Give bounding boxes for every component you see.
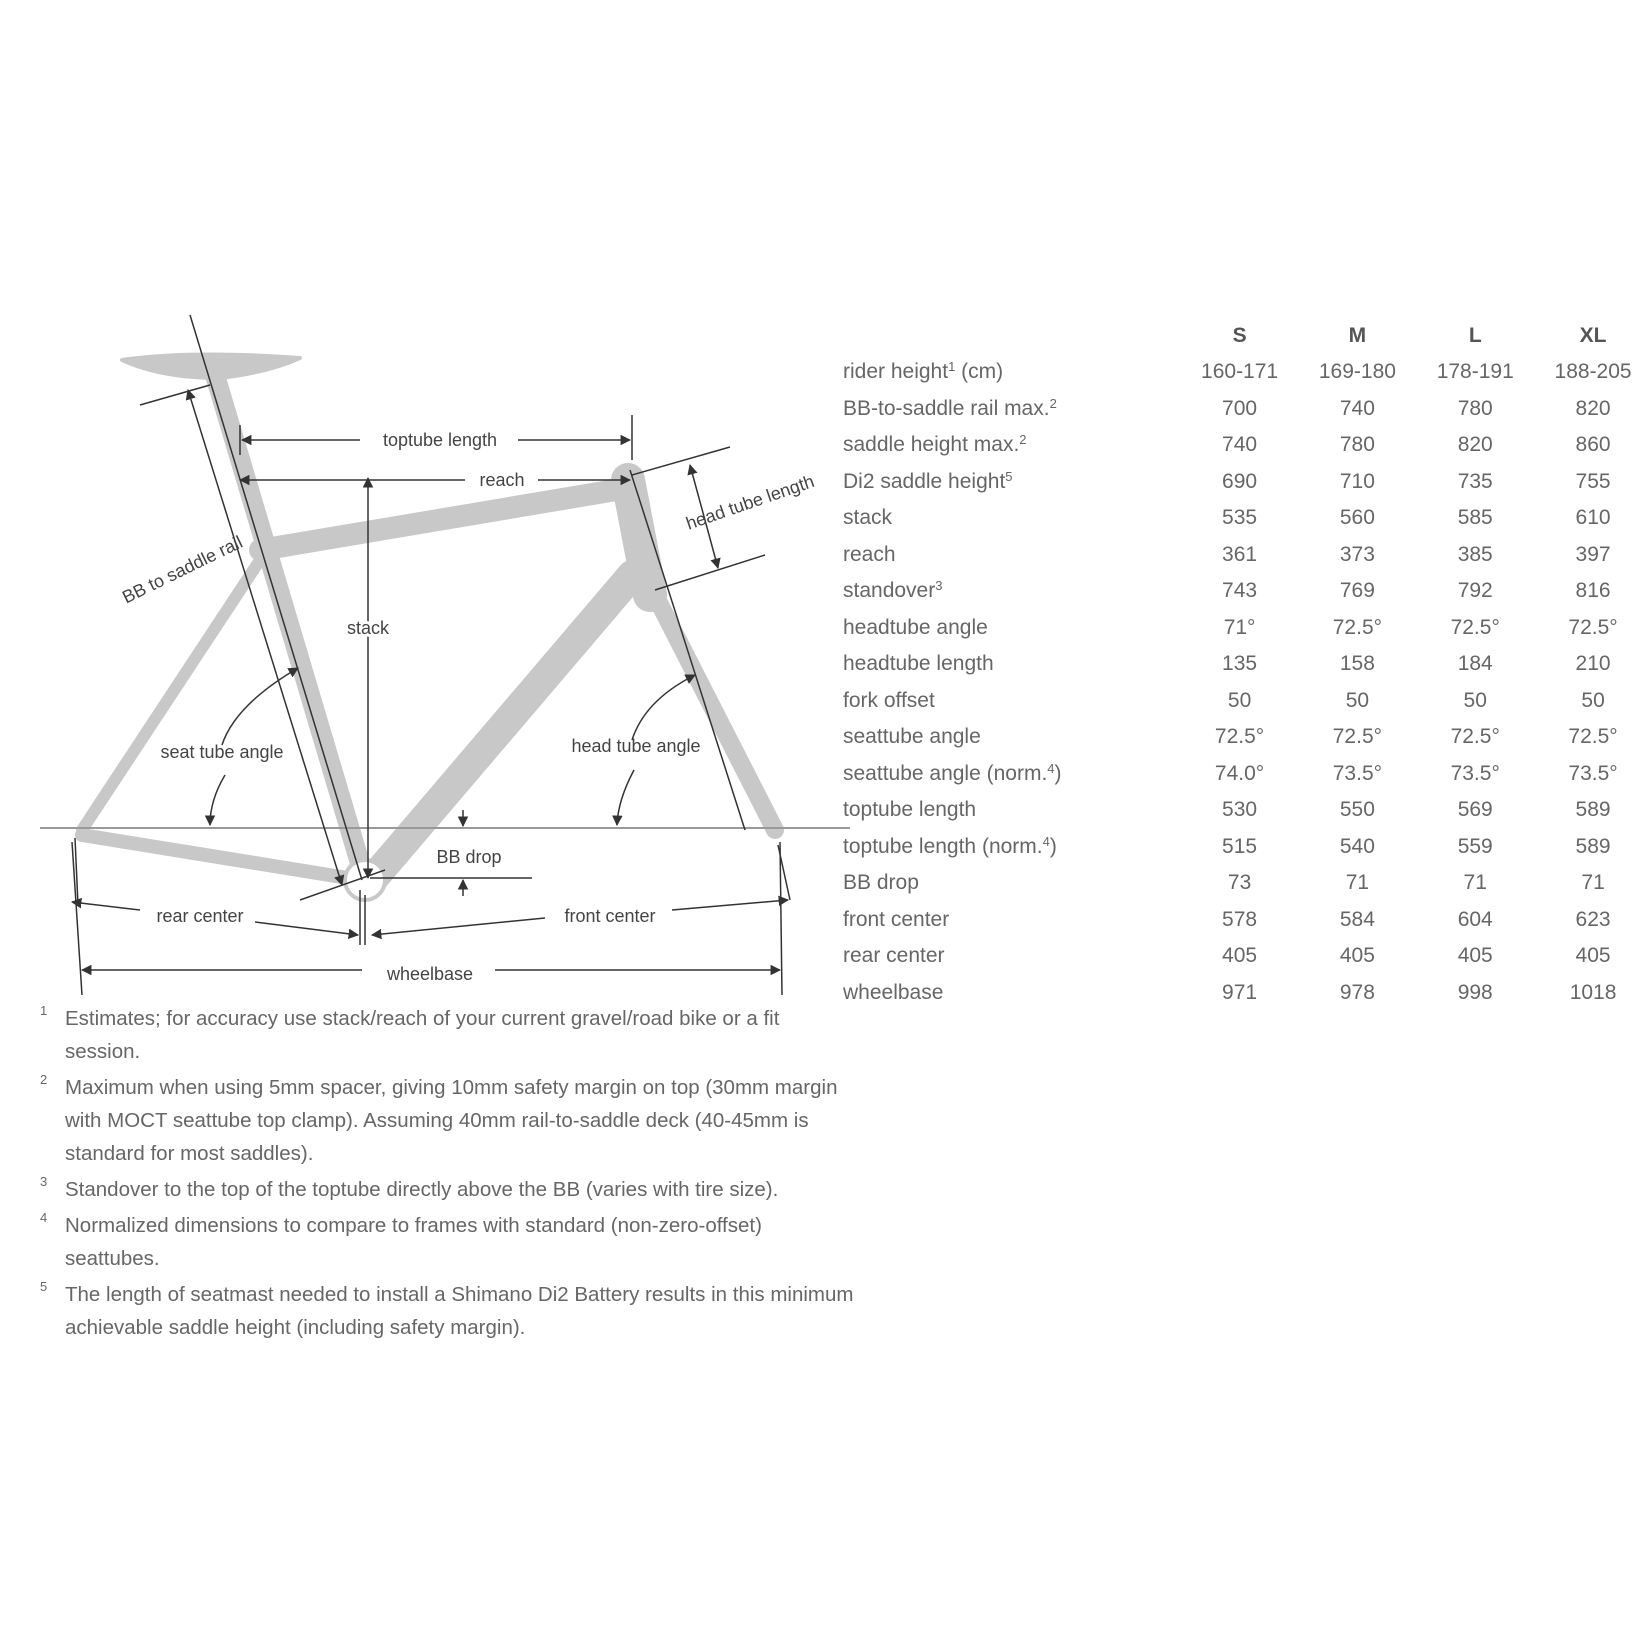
table-cell: 73.5° [1332,761,1383,785]
footnote-text: The length of seatmast needed to install a Shimano Di2 Battery results in this minimum achievable saddle height (including safety margin). [65,1283,854,1339]
table-cell: 769 [1339,579,1375,603]
table-cell: 405 [1575,944,1611,968]
table-cell: 361 [1222,542,1258,566]
footnote-number: 3 [40,1174,48,1189]
table-row [843,573,1652,610]
table-cell: 860 [1575,433,1611,457]
table-row [843,646,1652,683]
table-cell: 71 [1345,871,1370,895]
table-cell: 535 [1222,506,1258,530]
table-row [843,354,1652,391]
table-cell: 530 [1222,798,1258,822]
size-header: S [1232,324,1247,347]
label-stack: stack [346,618,390,638]
table-row [843,756,1652,793]
row-label: front center [843,907,950,931]
row-label: toptube length [843,798,977,822]
table-cell: 385 [1457,542,1493,566]
row-label: headtube angle [843,615,988,639]
row-label: stack [843,506,893,530]
footnote-ref: 5 [1005,468,1013,484]
table-row [843,610,1652,647]
table-cell: 550 [1339,798,1375,822]
table-cell: 978 [1339,980,1375,1004]
table-cell: 405 [1222,944,1258,968]
footnote [40,1278,860,1344]
table-row [843,792,1652,829]
seat-stay [82,560,260,830]
label-rear-center: rear center [156,906,244,926]
label-bb-to-saddle-rail: BB to saddle rail [119,531,246,608]
table-cell: 780 [1339,433,1375,457]
row-label: seattube angle [843,725,981,749]
size-header-row [843,318,1652,354]
table-cell: 72.5° [1214,725,1265,749]
table-cell: 584 [1339,907,1375,931]
geometry-table [843,318,1652,1011]
table-row [843,902,1652,939]
table-cell: 160-171 [1201,360,1279,384]
table-cell: 559 [1457,834,1493,858]
footnote-ref: 1 [948,359,956,375]
table-cell: 585 [1457,506,1493,530]
footnote [40,1173,860,1206]
footnote [40,1209,860,1275]
top-tube [260,488,628,550]
table-cell: 610 [1575,506,1611,530]
table-cell: 589 [1575,798,1611,822]
row-label: headtube length [843,652,994,676]
label-front-center: front center [564,906,656,926]
table-cell: 73.5° [1568,761,1618,785]
table-cell: 589 [1575,834,1611,858]
table-cell: 72.5° [1450,725,1500,749]
table-row [843,537,1652,574]
row-label: saddle height max.$^2$ [843,432,1027,457]
table-cell: 373 [1339,542,1375,566]
table-cell: 740 [1222,433,1258,457]
table-cell: 735 [1457,469,1493,493]
row-label: BB-to-saddle rail max.$^2$ [843,395,1057,420]
bike-geometry-diagram [0,0,860,1000]
row-label: rider height$^1$ (cm) [843,359,1004,384]
table-cell: 700 [1222,396,1258,420]
table-cell: 780 [1457,396,1493,420]
table-cell: 71 [1463,871,1487,895]
table-cell: 740 [1339,396,1375,420]
table-cell: 569 [1457,798,1493,822]
label-seat-tube-angle: seat tube angle [160,742,284,762]
table-cell: 188-205 [1554,360,1632,384]
head-tube-angle-arc [632,675,695,740]
footnote-ref: 3 [935,578,943,594]
footnote-ref: 4 [1042,833,1050,849]
table-row [843,391,1652,428]
table-cell: 178-191 [1436,360,1514,384]
table-cell: 578 [1222,907,1258,931]
footnote [40,1071,860,1170]
label-toptube-length: toptube length [382,430,498,450]
footnote-text: Estimates; for accuracy use stack/reach of your current gravel/road bike or a fit session. [65,1007,780,1063]
table-cell: 184 [1457,652,1493,676]
footnote-number: 4 [40,1210,48,1225]
table-cell: 73 [1227,871,1252,895]
table-row [843,719,1652,756]
table-cell: 1018 [1569,980,1617,1004]
table-row [843,865,1652,902]
table-cell: 72.5° [1332,615,1383,639]
table-cell: 971 [1222,980,1258,1004]
table-cell: 73.5° [1450,761,1500,785]
table-cell: 397 [1575,542,1611,566]
table-cell: 50 [1345,688,1370,712]
size-header: M [1348,324,1367,347]
row-label: seattube angle (norm.$^4$) [843,760,1062,785]
table-cell: 755 [1575,469,1611,493]
table-cell: 820 [1575,396,1611,420]
table-cell: 540 [1339,834,1375,858]
table-cell: 71° [1223,615,1256,639]
row-label: Di2 saddle height$^5$ [843,468,1013,493]
footnote-text: Standover to the top of the toptube directly above the BB (varies with tire size). [65,1178,779,1201]
table-row [843,975,1652,1012]
table-cell: 792 [1457,579,1493,603]
table-row [843,464,1652,501]
row-label: standover$^3$ [843,578,943,603]
footnote-number: 2 [40,1072,48,1087]
row-label: reach [843,542,896,566]
table-cell: 604 [1457,907,1493,931]
footnote [40,1002,860,1068]
table-cell: 405 [1457,944,1493,968]
row-label: wheelbase [843,980,944,1004]
label-wheelbase: wheelbase [386,964,474,984]
table-row [843,683,1652,720]
table-cell: 158 [1339,652,1375,676]
footnotes [40,1002,860,1347]
table-cell: 72.5° [1568,725,1618,749]
table-cell: 623 [1575,907,1611,931]
table-cell: 72.5° [1450,615,1500,639]
table-cell: 710 [1339,469,1375,493]
table-cell: 72.5° [1332,725,1383,749]
table-cell: 169-180 [1318,360,1396,384]
down-tube [372,575,632,880]
table-row [843,500,1652,537]
fork [655,595,775,830]
footnote-number: 5 [40,1279,48,1294]
table-cell: 210 [1575,652,1611,676]
front-center-dim-left [372,918,545,935]
geometry-table-body [843,354,1652,1011]
footnote-number: 1 [40,1003,48,1018]
row-label: rear center [843,944,945,968]
size-header: XL [1579,324,1607,347]
label-head-tube-angle: head tube angle [571,736,701,756]
row-label: fork offset [843,688,935,712]
table-cell: 743 [1222,579,1258,603]
label-reach: reach [479,470,525,490]
table-cell: 50 [1581,688,1605,712]
footnote-text: Normalized dimensions to compare to frames with standard (non-zero-offset) seattubes. [65,1214,762,1270]
table-cell: 74.0° [1214,761,1265,785]
rear-center-dim-left [72,902,140,910]
table-cell: 405 [1339,944,1375,968]
table-cell: 71 [1581,871,1605,895]
table-cell: 135 [1222,652,1258,676]
table-cell: 515 [1222,834,1258,858]
front-center-dim-right [672,900,788,910]
table-cell: 560 [1339,506,1375,530]
table-row [843,427,1652,464]
table-cell: 998 [1457,980,1493,1004]
table-row [843,829,1652,866]
bottom-bracket [345,860,385,900]
chain-stay [82,835,360,880]
rear-center-dim-right [255,922,358,935]
table-cell: 50 [1227,688,1252,712]
footnote-ref: 4 [1047,760,1055,776]
label-head-tube-length: head tube length [683,471,817,534]
table-cell: 820 [1457,433,1493,457]
row-label: toptube length (norm.$^4$) [843,833,1057,858]
footnote-text: Maximum when using 5mm spacer, giving 10mm safety margin on top (30mm margin with MOCT seattube top clamp). Assuming 40mm rail-to-saddle deck (40-45mm is standard for most saddles). [65,1076,838,1165]
label-bb-drop: BB drop [436,847,502,867]
table-cell: 50 [1463,688,1487,712]
table-row [843,938,1652,975]
footnote-ref: 2 [1019,432,1027,448]
footnote-ref: 2 [1049,395,1057,411]
table-cell: 690 [1222,469,1258,493]
size-header: L [1468,324,1482,347]
table-cell: 72.5° [1568,615,1618,639]
table-cell: 816 [1575,579,1611,603]
seat-mast [215,375,365,880]
row-label: BB drop [843,871,919,895]
